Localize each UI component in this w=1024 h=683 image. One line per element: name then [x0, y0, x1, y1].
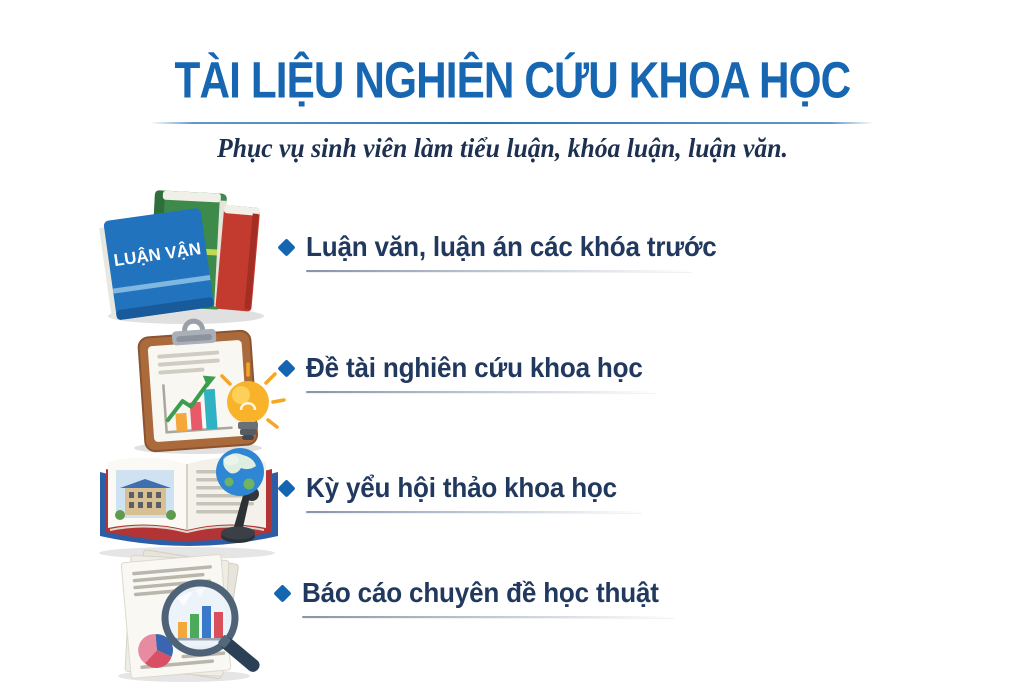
list-item: [280, 470, 642, 513]
book-cover-label: LUẬN VẬN: [112, 239, 203, 271]
item-underline: [306, 511, 642, 513]
title-divider: [150, 122, 874, 124]
item-underline: [302, 616, 674, 618]
building-picture: [115, 470, 176, 520]
documents-magnifier-icon: [100, 546, 268, 682]
list-item: [276, 575, 686, 618]
page-title: TÀI LIỆU NGHIÊN CỨU KHOA HỌC: [174, 50, 850, 109]
item-underline: [306, 391, 656, 393]
diamond-bullet-icon: [277, 238, 295, 256]
page-subtitle: Phục vụ sinh viên làm tiểu luận, khóa luận, luận văn.: [216, 133, 788, 163]
blue-book: [98, 208, 214, 321]
clipboard-chart-lightbulb-icon: [118, 318, 288, 454]
list-item: [280, 350, 668, 393]
clip: [171, 320, 216, 346]
item-label: Báo cáo chuyên đề học thuật: [302, 577, 659, 608]
item-label: Kỳ yểu hội thảo khoa học: [306, 472, 617, 503]
diamond-bullet-icon: [277, 479, 295, 497]
list-item: [280, 229, 747, 272]
item-label: Luận văn, luận án các khóa trước: [306, 231, 717, 262]
open-book-globe-icon: [92, 442, 290, 560]
diamond-bullet-icon: [277, 359, 295, 377]
diamond-bullet-icon: [273, 584, 291, 602]
item-label: Đề tài nghiên cứu khoa học: [306, 352, 643, 383]
books-icon: [94, 186, 279, 326]
item-underline: [306, 270, 692, 272]
